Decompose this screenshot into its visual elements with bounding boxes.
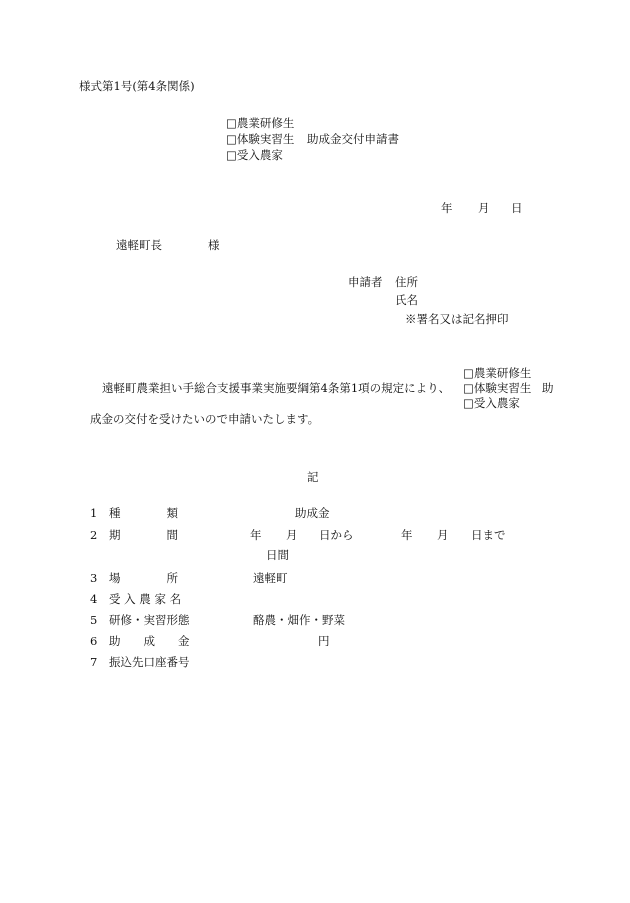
body-option-trainee: □農業研修生: [463, 366, 532, 380]
period-to-month: 月: [437, 528, 449, 542]
seal-note: ※署名又は記名押印: [405, 312, 509, 326]
date-month: 月: [478, 201, 490, 215]
item-value: 円: [318, 634, 330, 648]
addressee-honorific: 様: [208, 238, 220, 252]
ki-heading: 記: [307, 470, 319, 484]
item-label: 助 成 金: [109, 634, 190, 648]
applicant-address-label: 住所: [395, 275, 418, 289]
item-number: 6: [90, 634, 98, 648]
item-number: 3: [90, 571, 98, 585]
applicant-label: 申請者: [348, 275, 383, 289]
item-number: 2: [90, 528, 98, 542]
title-option-host: □受入農家: [226, 148, 283, 162]
body-option-host: □受入農家: [463, 396, 520, 410]
period-from-month: 月: [286, 528, 298, 542]
form-number: 様式第1号(第4条関係): [79, 79, 195, 93]
addressee-name: 遠軽町長: [116, 238, 162, 252]
item-value: 遠軽町: [253, 571, 288, 585]
title-suffix: 助成金交付申請書: [307, 132, 399, 146]
item-label: 受 入 農 家 名: [109, 592, 182, 606]
body-line1-prefix: 遠軽町農業担い手総合支援事業実施要綱第4条第1項の規定により、: [102, 381, 451, 395]
item-label: 期 間: [109, 528, 178, 542]
item-number: 7: [90, 655, 98, 669]
item-label: 研修・実習形態: [109, 613, 190, 627]
period-to-year: 年: [401, 528, 413, 542]
date-year: 年: [441, 201, 453, 215]
applicant-name-label: 氏名: [395, 293, 418, 307]
item-label: 振込先口座番号: [109, 655, 190, 669]
body-line1-suffix: 助: [542, 381, 554, 395]
body-option-experience: □体験実習生: [463, 381, 532, 395]
item-label: 種 類: [109, 506, 178, 520]
title-option-trainee: □農業研修生: [226, 116, 295, 130]
item-number: 4: [90, 592, 98, 606]
item-value: 助成金: [295, 506, 330, 520]
item-value: 酪農・畑作・野菜: [253, 613, 345, 627]
title-option-experience: □体験実習生: [226, 132, 295, 146]
item-number: 5: [90, 613, 98, 627]
date-day: 日: [511, 201, 523, 215]
body-line2: 成金の交付を受けたいので申請いたします。: [90, 412, 320, 426]
period-days: 日間: [266, 548, 289, 562]
period-to-day: 日まで: [471, 528, 506, 542]
period-from-year: 年: [250, 528, 262, 542]
item-label: 場 所: [109, 571, 178, 585]
period-from-day: 日から: [319, 528, 354, 542]
item-number: 1: [90, 506, 98, 520]
